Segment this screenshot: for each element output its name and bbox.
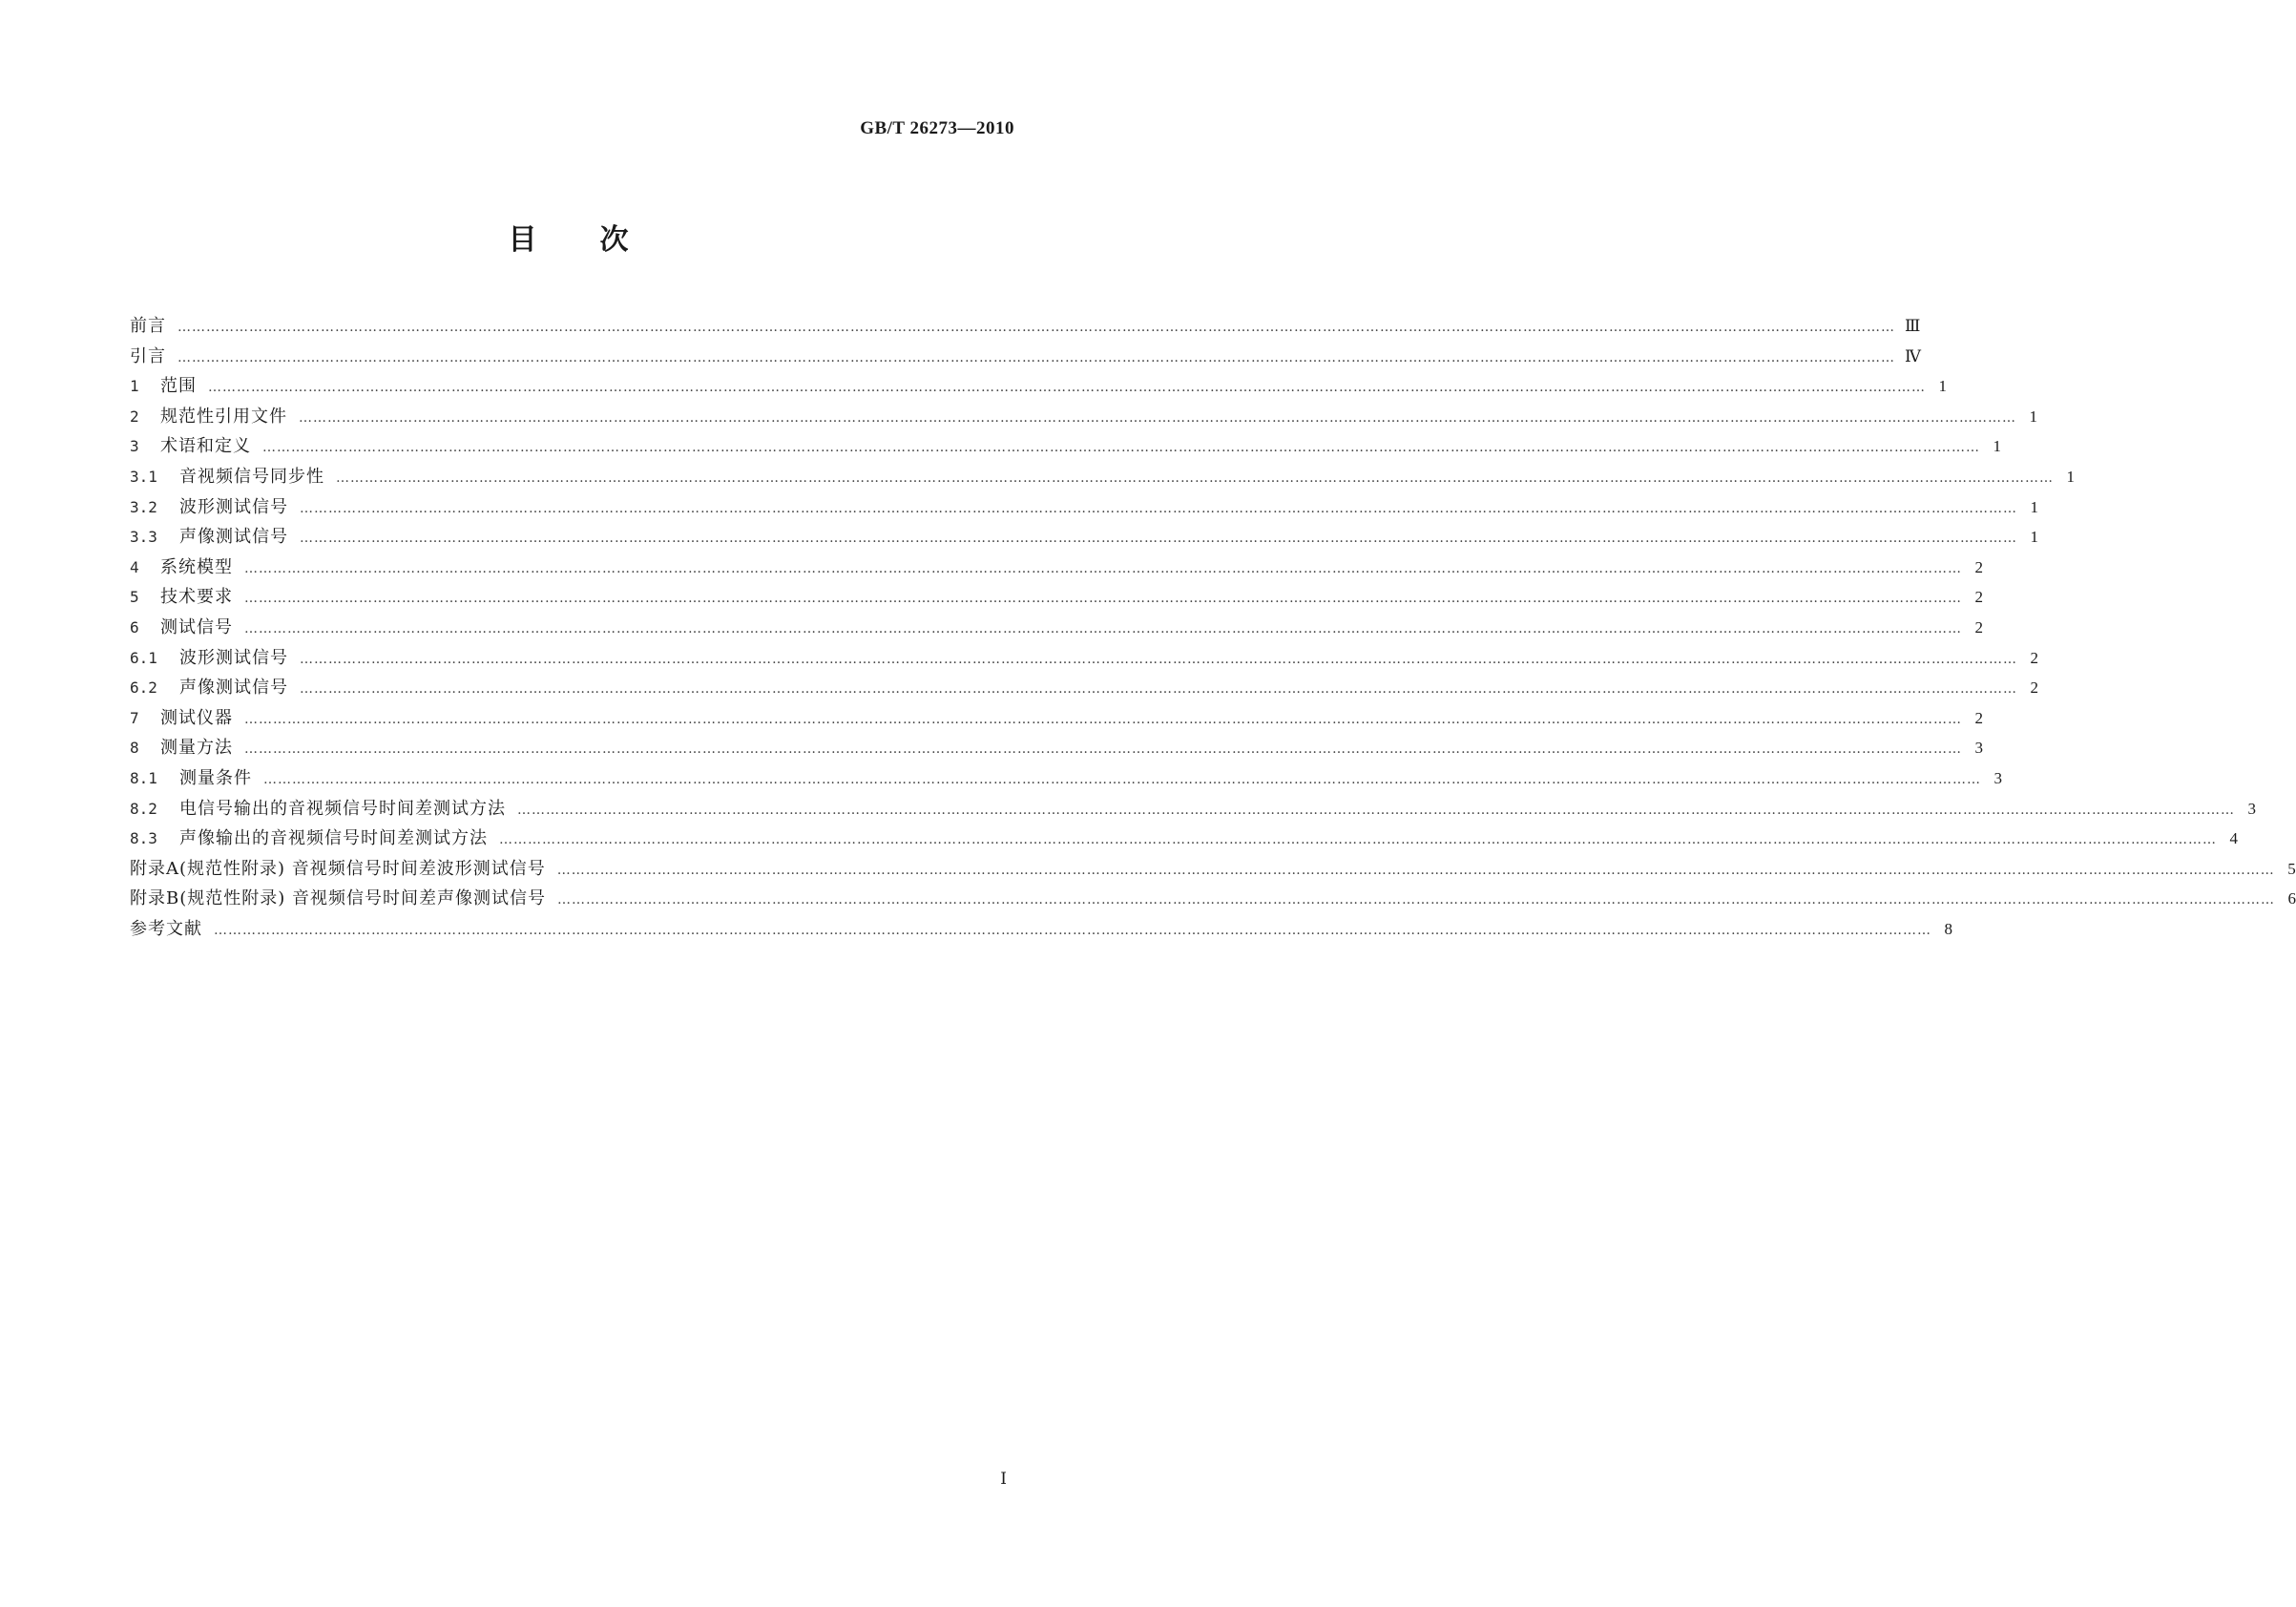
toc-leader-dots: ……………………………………………………………………………………………………………………………………………………………………………………………………………………………………………………………………………………………………………………………… bbox=[300, 500, 2017, 516]
toc-entry-page: 1 bbox=[2030, 528, 2038, 547]
toc-leader-dots: ……………………………………………………………………………………………………………………………………………………………………………………………………………………………………………………………………………………………………………………………… bbox=[177, 320, 1895, 335]
toc-entry-page: 2 bbox=[1974, 588, 1983, 607]
toc-leader-dots: ……………………………………………………………………………………………………………………………………………………………………………………………………………………………………………………………………………………………………………………………… bbox=[177, 349, 1895, 365]
toc-entry-number: 7 bbox=[130, 708, 139, 727]
toc-entry-3[interactable] bbox=[130, 431, 2001, 462]
toc-entry-page: Ⅳ bbox=[1905, 346, 1921, 365]
toc-entry-number: 2 bbox=[130, 407, 139, 426]
toc-entry-label: 声像测试信号 bbox=[179, 527, 288, 548]
toc-entry-label: 术语和定义 bbox=[160, 436, 251, 457]
toc-entry-number: 8 bbox=[130, 739, 139, 758]
page-number: Ⅰ bbox=[1000, 1470, 1007, 1488]
toc-entry-label: 测量条件 bbox=[179, 767, 252, 788]
toc-entry-label: 参考文献 bbox=[130, 918, 202, 939]
toc-leader-dots: ……………………………………………………………………………………………………………………………………………………………………………………………………………………………………………………………………………………………………………………………… bbox=[499, 832, 2217, 848]
toc-entry-page: 6 bbox=[2287, 889, 2296, 908]
toc-entry-page: 1 bbox=[2029, 407, 2037, 426]
toc-entry-label: 附录B(规范性附录) 音视频信号时间差声像测试信号 bbox=[130, 888, 546, 909]
toc-entry-label: 声像测试信号 bbox=[179, 678, 288, 699]
toc-entry-label: 声像输出的音视频信号时间差测试方法 bbox=[179, 828, 488, 849]
toc-entry-number: 8.1 bbox=[130, 768, 157, 787]
toc-entry-page: 3 bbox=[2247, 799, 2256, 818]
toc-entry-label: 测试信号 bbox=[160, 616, 233, 637]
toc-entry-label: 波形测试信号 bbox=[179, 496, 288, 517]
toc-leader-dots: ……………………………………………………………………………………………………………………………………………………………………………………………………………………………………………………………………………………………………………………………… bbox=[244, 591, 1962, 607]
toc-leader-dots: ……………………………………………………………………………………………………………………………………………………………………………………………………………………………………………………………………………………………………………………………… bbox=[244, 741, 1962, 758]
toc-entry-page: 1 bbox=[2030, 497, 2038, 516]
toc-entry-annex-a[interactable] bbox=[130, 854, 2296, 885]
toc-leader-dots: ……………………………………………………………………………………………………………………………………………………………………………………………………………………………………………………………………………………………………………………………… bbox=[299, 409, 2016, 426]
toc-entry-number: 8.3 bbox=[130, 829, 157, 848]
toc-leader-dots: ……………………………………………………………………………………………………………………………………………………………………………………………………………………………………………………………………………………………………………………………… bbox=[214, 922, 1931, 938]
toc-entry-page: 4 bbox=[2229, 829, 2238, 848]
toc-entry-number: 8.2 bbox=[130, 799, 157, 818]
toc-leader-dots: ……………………………………………………………………………………………………………………………………………………………………………………………………………………………………………………………………………………………………………………………… bbox=[336, 470, 2054, 486]
toc-leader-dots: ……………………………………………………………………………………………………………………………………………………………………………………………………………………………………………………………………………………………………………………………… bbox=[244, 560, 1962, 576]
toc-leader-dots: ……………………………………………………………………………………………………………………………………………………………………………………………………………………………………………………………………………………………………………………………… bbox=[556, 862, 2275, 878]
toc-leader-dots: ……………………………………………………………………………………………………………………………………………………………………………………………………………………………………………………………………………………………………………………………… bbox=[262, 440, 1980, 456]
toc-leader-dots: ……………………………………………………………………………………………………………………………………………………………………………………………………………………………………………………………………………………………………………………………… bbox=[517, 802, 2235, 818]
toc-entry-page: 1 bbox=[2066, 467, 2075, 486]
toc-entry-foreword[interactable] bbox=[130, 311, 1921, 342]
toc-entry-label: 测试仪器 bbox=[160, 707, 233, 728]
toc-entry-number: 3.3 bbox=[130, 528, 157, 547]
toc-leader-dots: ……………………………………………………………………………………………………………………………………………………………………………………………………………………………………………………………………………………………………………………………… bbox=[300, 651, 2017, 667]
toc-title: 目次 bbox=[508, 223, 692, 257]
toc-list bbox=[130, 311, 2296, 944]
toc-entry-8[interactable] bbox=[130, 733, 1983, 763]
toc-entry-3-3[interactable] bbox=[130, 522, 2038, 553]
toc-entry-6-2[interactable] bbox=[130, 673, 2038, 703]
toc-leader-dots: ……………………………………………………………………………………………………………………………………………………………………………………………………………………………………………………………………………………………………………………………… bbox=[300, 681, 2017, 698]
toc-entry-label: 电信号输出的音视频信号时间差测试方法 bbox=[179, 798, 506, 819]
toc-entry-number: 3 bbox=[130, 437, 139, 456]
toc-entry-page: Ⅲ bbox=[1905, 317, 1921, 335]
toc-entry-label: 技术要求 bbox=[160, 587, 233, 608]
toc-entry-number: 3.2 bbox=[130, 497, 157, 516]
toc-entry-page: 2 bbox=[1974, 708, 1983, 727]
toc-entry-page: 1 bbox=[1938, 377, 1947, 396]
toc-entry-number: 3.1 bbox=[130, 467, 157, 486]
toc-entry-number: 1 bbox=[130, 377, 139, 396]
toc-entry-5[interactable] bbox=[130, 582, 1983, 613]
toc-entry-page: 3 bbox=[1993, 768, 2002, 787]
toc-entry-7[interactable] bbox=[130, 703, 1983, 734]
document-code: GB/T 26273—2010 bbox=[860, 118, 1014, 138]
toc-entry-bibliography[interactable] bbox=[130, 914, 1952, 945]
toc-entry-page: 5 bbox=[2287, 859, 2296, 878]
toc-entry-label: 范围 bbox=[160, 376, 197, 397]
toc-entry-page: 2 bbox=[2030, 648, 2038, 667]
toc-entry-introduction[interactable] bbox=[130, 342, 1921, 372]
toc-entry-page: 3 bbox=[1974, 739, 1983, 758]
toc-entry-label: 系统模型 bbox=[160, 556, 233, 577]
toc-entry-6[interactable] bbox=[130, 613, 1983, 643]
toc-entry-number: 6 bbox=[130, 617, 139, 637]
toc-entry-number: 6.2 bbox=[130, 678, 157, 698]
toc-leader-dots: ……………………………………………………………………………………………………………………………………………………………………………………………………………………………………………………………………………………………………………………………… bbox=[557, 892, 2275, 908]
toc-leader-dots: ……………………………………………………………………………………………………………………………………………………………………………………………………………………………………………………………………………………………………………………………… bbox=[244, 620, 1962, 637]
toc-leader-dots: ……………………………………………………………………………………………………………………………………………………………………………………………………………………………………………………………………………………………………………………………… bbox=[244, 711, 1962, 727]
toc-entry-page: 2 bbox=[1974, 617, 1983, 637]
toc-entry-label: 波形测试信号 bbox=[179, 647, 288, 668]
toc-entry-page: 8 bbox=[1944, 919, 1952, 938]
toc-entry-1[interactable] bbox=[130, 371, 1947, 402]
toc-entry-page: 1 bbox=[1993, 437, 2001, 456]
toc-entry-3-2[interactable] bbox=[130, 492, 2038, 523]
toc-entry-page: 2 bbox=[1974, 557, 1983, 576]
toc-entry-label: 规范性引用文件 bbox=[160, 406, 287, 427]
toc-leader-dots: ……………………………………………………………………………………………………………………………………………………………………………………………………………………………………………………………………………………………………………………………… bbox=[208, 380, 1926, 396]
toc-entry-label: 引言 bbox=[130, 345, 166, 366]
toc-entry-6-1[interactable] bbox=[130, 643, 2038, 674]
toc-entry-page: 2 bbox=[2030, 678, 2038, 698]
toc-entry-number: 6.1 bbox=[130, 648, 157, 667]
toc-entry-label: 测量方法 bbox=[160, 738, 233, 759]
toc-leader-dots: ……………………………………………………………………………………………………………………………………………………………………………………………………………………………………………………………………………………………………………………………… bbox=[300, 531, 2017, 547]
toc-entry-label: 前言 bbox=[130, 316, 166, 336]
toc-entry-2[interactable] bbox=[130, 402, 2037, 432]
toc-entry-number: 5 bbox=[130, 588, 139, 607]
toc-entry-4[interactable] bbox=[130, 553, 1983, 583]
toc-entry-label: 附录A(规范性附录) 音视频信号时间差波形测试信号 bbox=[130, 858, 546, 879]
toc-entry-8-3[interactable] bbox=[130, 824, 2238, 854]
toc-entry-3-1[interactable] bbox=[130, 462, 2075, 492]
toc-entry-annex-b[interactable] bbox=[130, 884, 2296, 914]
toc-entry-label: 音视频信号同步性 bbox=[179, 466, 324, 487]
toc-entry-8-1[interactable] bbox=[130, 763, 2002, 794]
toc-leader-dots: ……………………………………………………………………………………………………………………………………………………………………………………………………………………………………………………………………………………………………………………………… bbox=[263, 771, 1981, 787]
toc-entry-number: 4 bbox=[130, 557, 139, 576]
toc-entry-8-2[interactable] bbox=[130, 794, 2256, 824]
